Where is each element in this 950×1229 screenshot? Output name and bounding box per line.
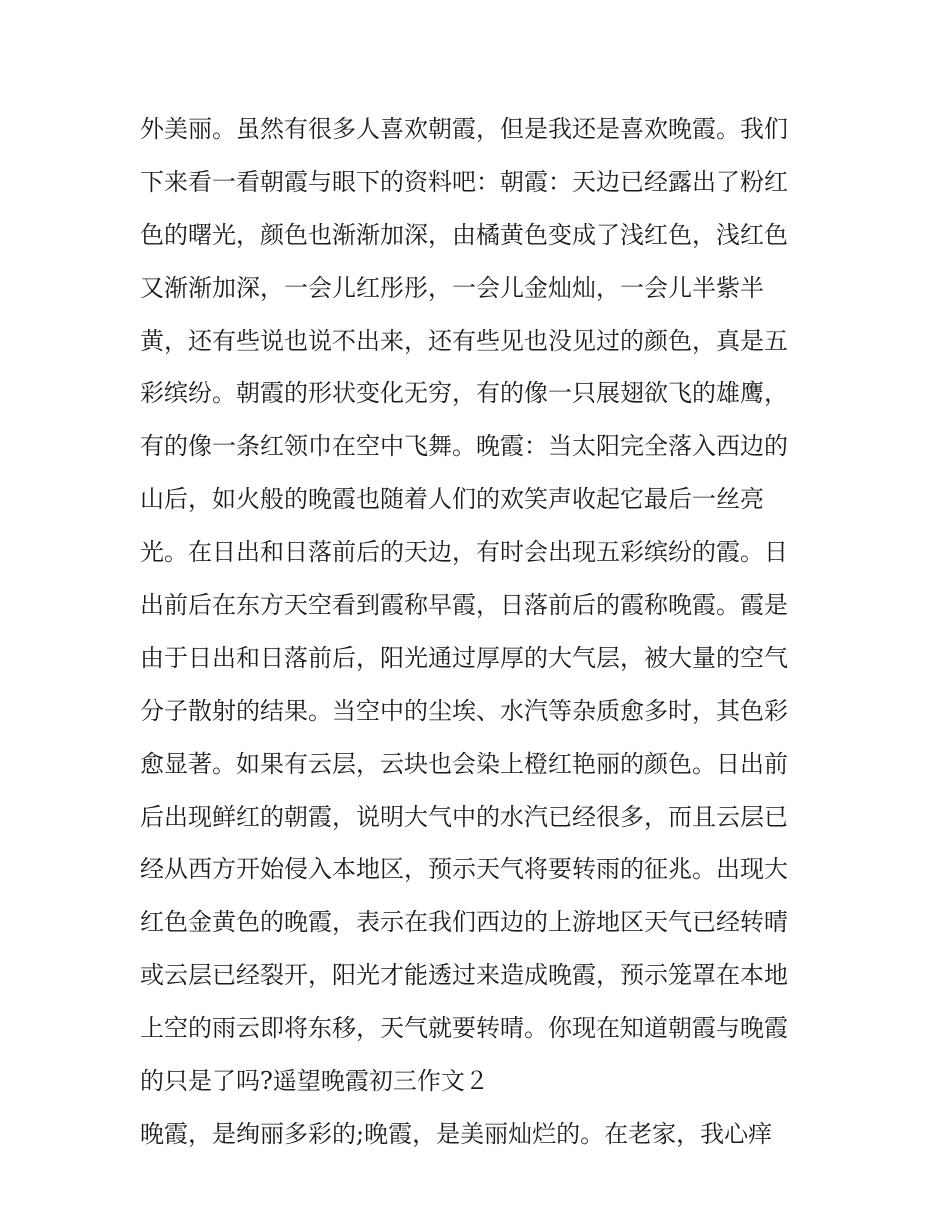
text-line: 上空的雨云即将东移，天气就要转晴。你现在知道朝霞与晚霞 [140, 1014, 788, 1043]
text-line: 有的像一条红领巾在空中飞舞。晚霞：当太阳完全落入西边的 [140, 432, 788, 461]
text-line: 经从西方开始侵入本地区，预示天气将要转雨的征兆。出现大 [140, 855, 788, 884]
text-line: 愈显著。如果有云层，云块也会染上橙红艳丽的颜色。日出前 [140, 749, 788, 778]
text-line: 又渐渐加深，一会儿红彤彤，一会儿金灿灿，一会儿半紫半 [140, 273, 764, 302]
document-body [140, 103, 820, 1161]
text-line: 下来看一看朝霞与眼下的资料吧：朝霞：天边已经露出了粉红 [140, 167, 788, 196]
text-line: 红色金黄色的晚霞，表示在我们西边的上游地区天气已经转晴 [140, 908, 788, 937]
text-line: 出前后在东方天空看到霞称早霞，日落前后的霞称晚霞。霞是 [140, 591, 788, 620]
text-line: 光。在日出和日落前后的天边，有时会出现五彩缤纷的霞。日 [140, 538, 788, 567]
text-line: 彩缤纷。朝霞的形状变化无穷，有的像一只展翅欲飞的雄鹰， [140, 379, 788, 408]
text-line: 后出现鲜红的朝霞，说明大气中的水汽已经很多，而且云层已 [140, 802, 788, 831]
text-line: 由于日出和日落前后，阳光通过厚厚的大气层，被大量的空气 [140, 643, 788, 672]
text-line: 外美丽。虽然有很多人喜欢朝霞，但是我还是喜欢晚霞。我们 [140, 115, 788, 143]
text-line: 晚霞，是绚丽多彩的;晚霞，是美丽灿烂的。在老家，我心痒 [140, 1119, 773, 1148]
text-line: 色的曙光，颜色也渐渐加深，由橘黄色变成了浅红色，浅红色 [140, 220, 788, 249]
text-line: 或云层已经裂开，阳光才能透过来造成晚霞，预示笼罩在本地 [140, 961, 788, 990]
text-line: 山后，如火般的晚霞也随着人们的欢笑声收起它最后一丝亮 [140, 485, 764, 514]
section-title: 的只是了吗?遥望晚霞初三作文２ [140, 1067, 489, 1096]
text-line: 黄，还有些说也说不出来，还有些见也没见过的颜色，真是五 [140, 326, 788, 355]
text-line: 分子散射的结果。当空中的尘埃、水汽等杂质愈多时，其色彩 [140, 696, 788, 725]
